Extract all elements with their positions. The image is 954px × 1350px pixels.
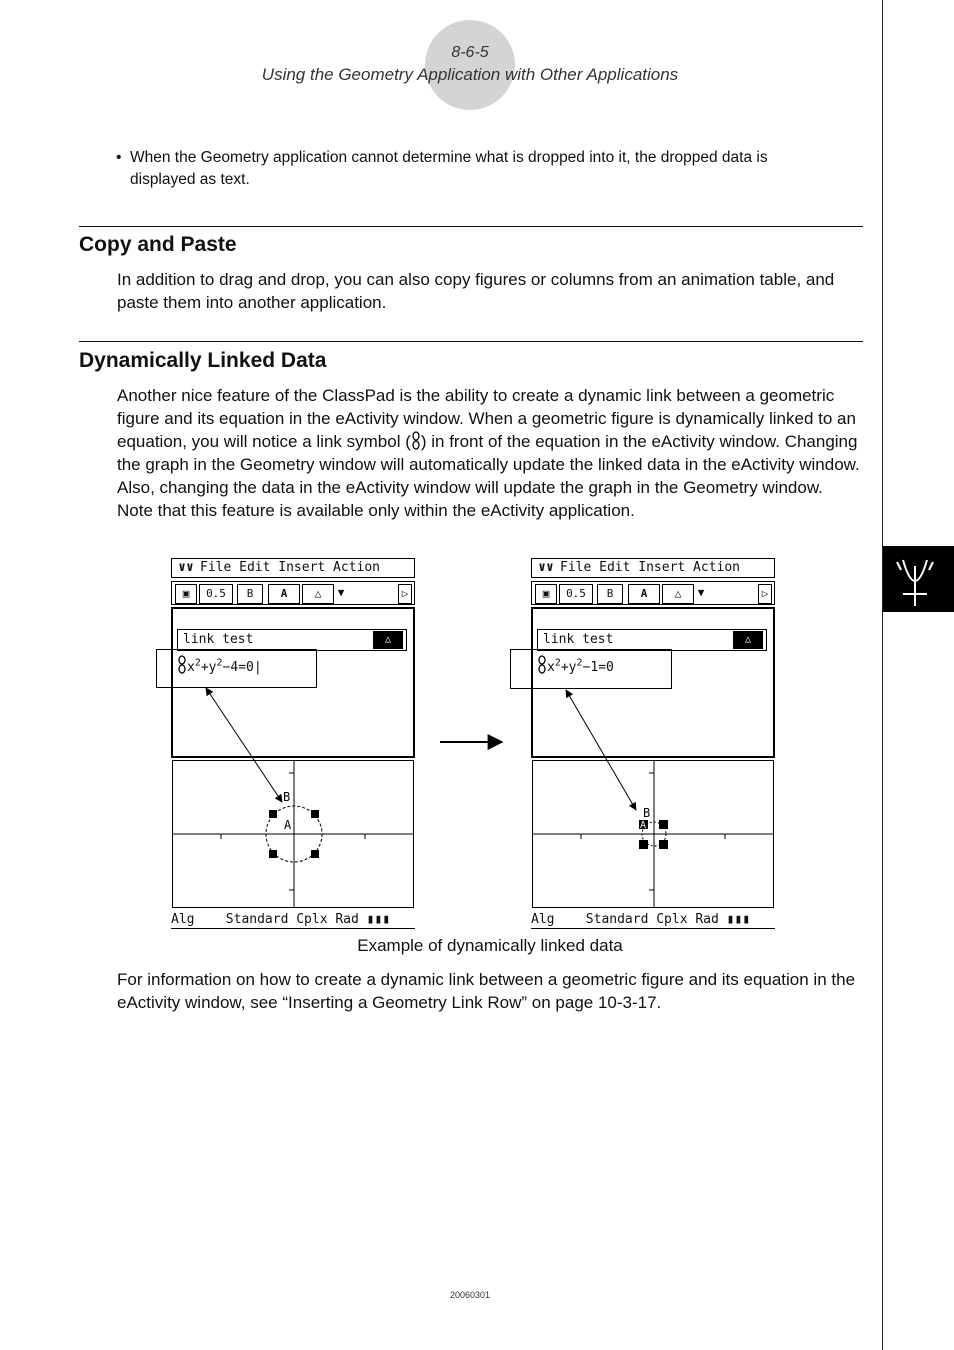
- point-label-b: B: [283, 790, 291, 804]
- bullet-text: When the Geometry application cannot determine what is dropped into it, the dropped data is displayed as text.: [130, 149, 768, 188]
- row-title: link test: [543, 632, 614, 647]
- status-bar: Alg Standard Cplx Rad ▮▮▮: [171, 912, 415, 929]
- geometry-strip-icon[interactable]: △: [662, 584, 694, 604]
- geometry-strip-icon[interactable]: △: [302, 584, 334, 604]
- figure-caption: Example of dynamically linked data: [357, 936, 623, 955]
- heading-linked-data: Dynamically Linked Data: [79, 349, 327, 372]
- copy-paste-body: In addition to drag and drop, you can also copy figures or columns from an animation table, and paste them into another application.: [117, 270, 835, 312]
- battery-icon: ▮▮▮: [718, 912, 751, 927]
- geometry-link-icon[interactable]: △: [733, 631, 763, 649]
- bold-button[interactable]: B: [237, 584, 263, 604]
- link-arrow-left: [206, 688, 282, 802]
- status-bar: Alg Standard Cplx Rad ▮▮▮: [531, 912, 775, 929]
- menu-chevron-icon[interactable]: ∨∨: [538, 560, 554, 575]
- fraction-toggle-button[interactable]: 0.5: [199, 584, 233, 604]
- save-icon[interactable]: ▣: [535, 584, 557, 604]
- body-part-2: ) in front of the equation in the eActivity window. Changing the graph in the Geometry window will automatically update the linked data in the eActivity window. Also, changing the data in the eActivity window will update the graph in the Geometry window. Note that this feature is available only within the eActivity application.: [117, 432, 860, 520]
- fraction-toggle-button[interactable]: 0.5: [559, 584, 593, 604]
- dropdown-arrow-icon[interactable]: ▼: [697, 586, 705, 599]
- scroll-right-icon[interactable]: ▷: [398, 584, 412, 604]
- battery-icon: ▮▮▮: [358, 912, 391, 927]
- scroll-right-icon[interactable]: ▷: [758, 584, 772, 604]
- closing-paragraph: For information on how to create a dynamic link between a geometric figure and its equation in the eActivity window, see “Inserting a Geometry Link Row” on page 10-3-17.: [117, 970, 856, 1012]
- page-number: 8-6-5: [451, 44, 489, 61]
- geometry-link-icon[interactable]: △: [373, 631, 403, 649]
- text-style-button[interactable]: A: [268, 584, 300, 604]
- link-arrow-right: [566, 690, 636, 810]
- point-label-a: A: [284, 818, 292, 832]
- text-style-button[interactable]: A: [628, 584, 660, 604]
- menu-items[interactable]: File Edit Insert Action: [560, 560, 741, 575]
- menu-chevron-icon[interactable]: ∨∨: [178, 560, 194, 575]
- bullet-symbol: •: [116, 149, 122, 166]
- point-label-b: B: [643, 806, 651, 820]
- linked-equation[interactable]: $x^2+y^2-1=0$: [537, 655, 614, 675]
- page-subtitle: Using the Geometry Application with Other Applications: [261, 65, 679, 84]
- row-title: link test: [183, 632, 254, 647]
- text-cursor: |: [253, 660, 262, 675]
- heading-copy-paste: Copy and Paste: [79, 233, 237, 256]
- menu-items[interactable]: File Edit Insert Action: [200, 560, 381, 575]
- dropdown-arrow-icon[interactable]: ▼: [337, 586, 345, 599]
- bold-button[interactable]: B: [597, 584, 623, 604]
- save-icon[interactable]: ▣: [175, 584, 197, 604]
- point-label-a: A: [640, 820, 647, 831]
- body-part-1: Another nice feature of the ClassPad is the ability to create a dynamic link between a geometric figure and its equation in the eActivity window. When a geometric figure is dynamically linked to an equation, you will notice a link symbol (: [117, 386, 856, 451]
- footer-code: 20060301: [449, 1290, 491, 1300]
- linked-equation[interactable]: $x^2+y^2-4=0|$: [177, 655, 262, 675]
